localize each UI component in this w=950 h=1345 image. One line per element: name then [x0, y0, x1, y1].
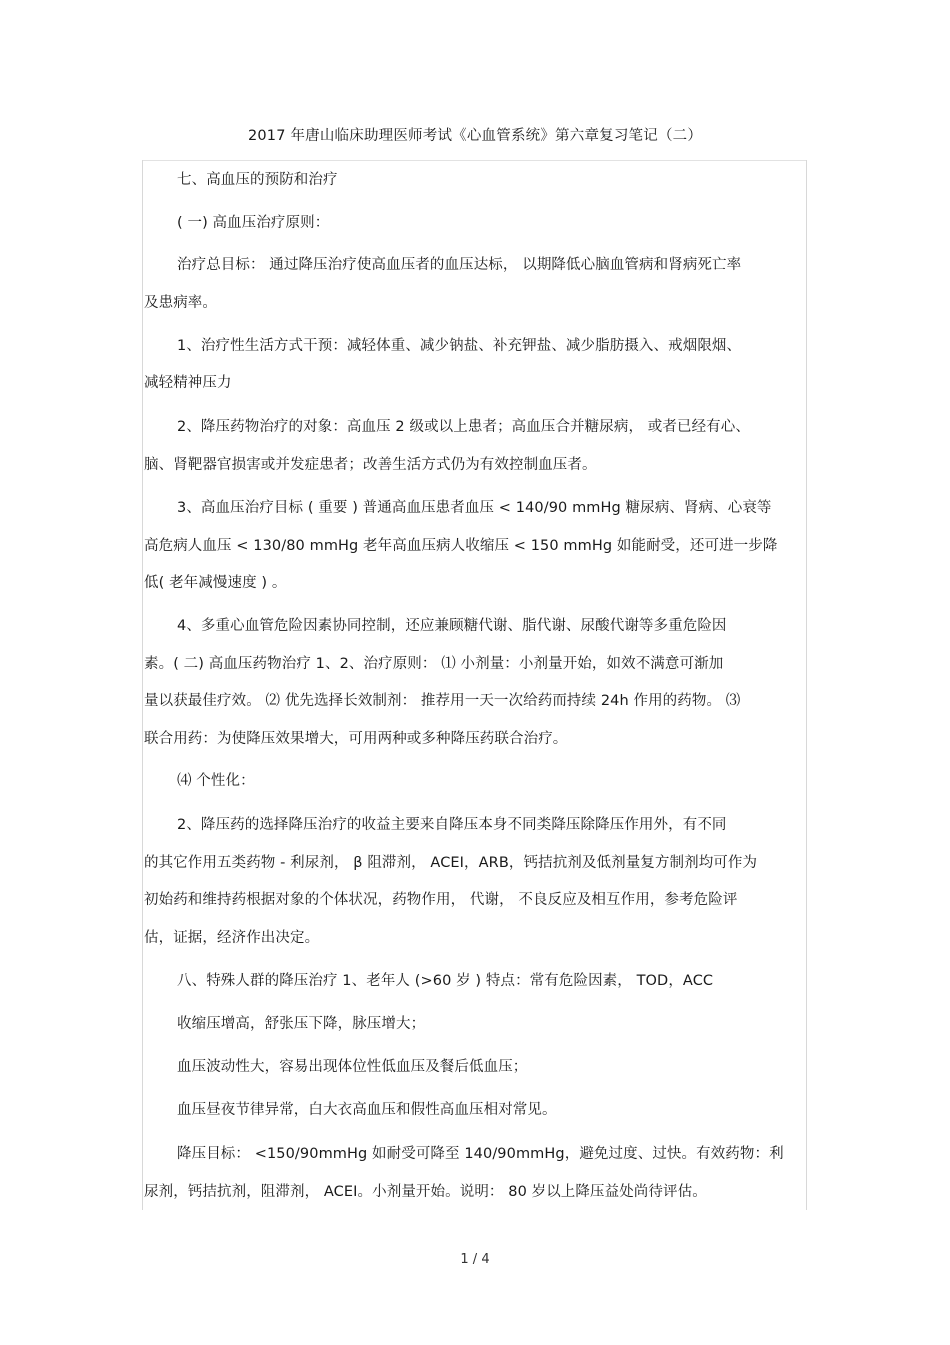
paragraph-line: 素。( 二) 高血压药物治疗 1、2、治疗原则： ⑴ 小剂量：小剂量开始，如效不满意可渐加	[144, 656, 724, 672]
page-number: 1 / 4	[460, 1252, 490, 1267]
frame-border-right	[806, 160, 807, 1210]
paragraph-line: 血压波动性大，容易出现体位性低血压及餐后低血压；	[177, 1059, 528, 1075]
paragraph-line: 量以获最佳疗效。 ⑵ 优先选择长效制剂： 推荐用一天一次给药而持续 24h 作用的药物。 ⑶	[144, 693, 741, 709]
frame-border-left	[142, 160, 143, 1210]
paragraph-line: ⑷ 个性化：	[177, 773, 255, 789]
subsection-heading: ( 一) 高血压治疗原则：	[177, 215, 330, 231]
paragraph-line: 4、多重心血管危险因素协同控制，还应兼顾糖代谢、脂代谢、尿酸代谢等多重危险因	[177, 618, 727, 634]
paragraph-line: 及患病率。	[144, 295, 217, 311]
paragraph-line: 2、降压药的选择降压治疗的收益主要来自降压本身不同类降压除降压作用外，有不同	[177, 817, 727, 833]
section-heading-8: 八、特殊人群的降压治疗 1、老年人 (>60 岁 ) 特点：常有危险因素， TOD，ACC	[177, 973, 714, 989]
document-title: 2017 年唐山临床助理医师考试《心血管系统》第六章复习笔记（二）	[247, 128, 703, 144]
paragraph-line: 联合用药：为使降压效果增大，可用两种或多种降压药联合治疗。	[144, 731, 568, 747]
paragraph-line: 1、治疗性生活方式干预：减轻体重、减少钠盐、补充钾盐、减少脂肪摄入、戒烟限烟、	[177, 338, 742, 354]
paragraph-line: 降压目标： <150/90mmHg 如耐受可降至 140/90mmHg，避免过度、过快。有效药物：利	[177, 1146, 784, 1162]
paragraph-line: 3、高血压治疗目标 ( 重要 ) 普通高血压患者血压 < 140/90 mmHg 糖尿病、肾病、心衰等	[177, 500, 772, 516]
paragraph-line: 高危病人血压 < 130/80 mmHg 老年高血压病人收缩压 < 150 mmHg 如能耐受，还可进一步降	[144, 538, 778, 554]
paragraph-line: 尿剂，钙拮抗剂，阻滞剂， ACEI。小剂量开始。说明： 80 岁以上降压益处尚待评估。	[144, 1184, 707, 1200]
paragraph-line: 2、降压药物治疗的对象：高血压 2 级或以上患者；高血压合并糖尿病， 或者已经有心、	[177, 419, 750, 435]
paragraph-line: 收缩压增高，舒张压下降，脉压增大；	[177, 1016, 426, 1032]
paragraph-line: 脑、肾靶器官损害或并发症患者；改善生活方式仍为有效控制血压者。	[144, 457, 597, 473]
paragraph-line: 估，证据，经济作出决定。	[144, 930, 320, 946]
section-heading-7: 七、高血压的预防和治疗	[177, 172, 338, 188]
paragraph-line: 低( 老年减慢速度 ) 。	[144, 575, 287, 591]
paragraph-line: 血压昼夜节律异常，白大衣高血压和假性高血压相对常见。	[177, 1102, 557, 1118]
paragraph-line: 的其它作用五类药物 - 利尿剂， β 阻滞剂， ACEI，ARB，钙拮抗剂及低剂量复方制剂均可作为	[144, 855, 758, 871]
frame-border-top	[142, 160, 807, 161]
paragraph-line: 治疗总目标： 通过降压治疗使高血压者的血压达标， 以期降低心脑血管病和肾病死亡率	[177, 257, 742, 273]
paragraph-line: 减轻精神压力	[144, 375, 232, 391]
paragraph-line: 初始药和维持药根据对象的个体状况，药物作用， 代谢， 不良反应及相互作用，参考危险评	[144, 892, 738, 908]
